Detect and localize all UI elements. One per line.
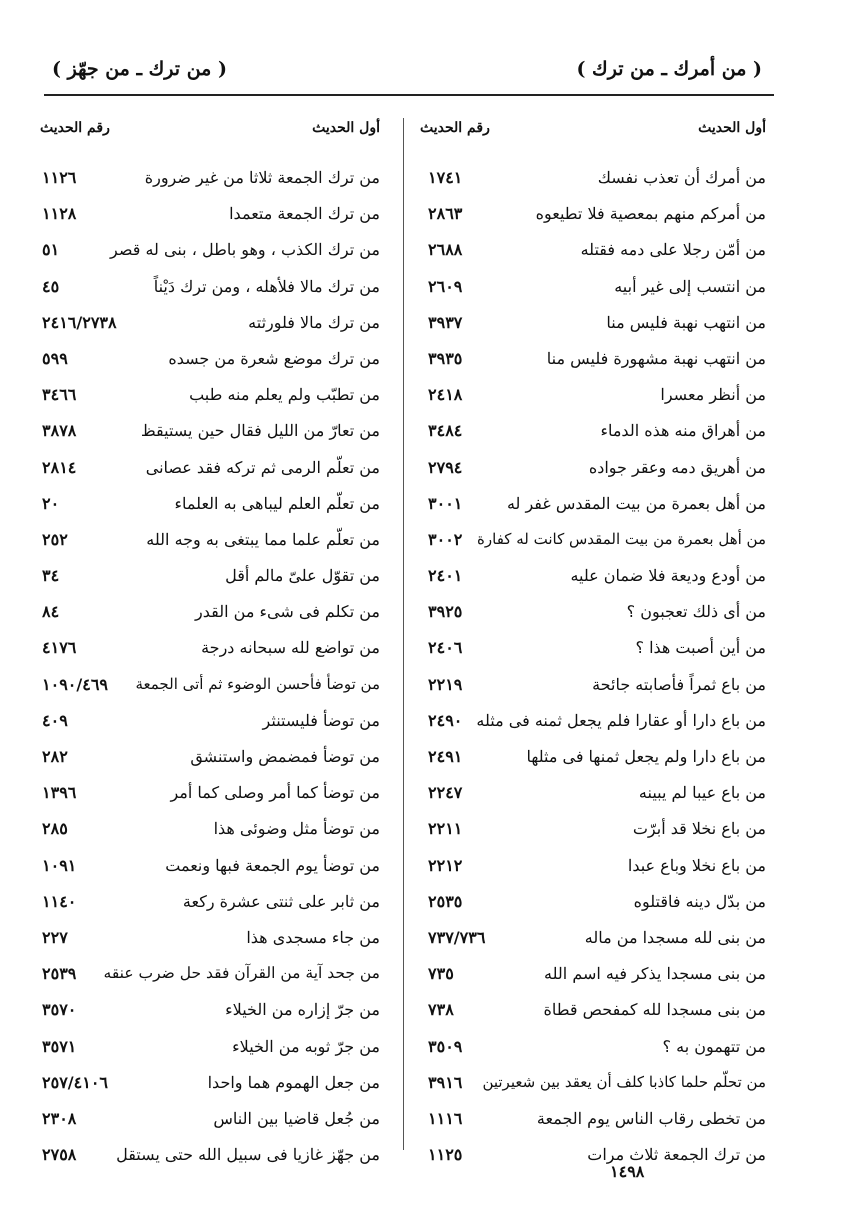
hadith-opening: من تكلم فى شىء من القدر — [195, 602, 380, 622]
index-entry — [40, 632, 380, 668]
hadith-opening: من ترك الجمعة متعمدا — [229, 204, 380, 224]
hadith-number: ٢٧٥٨ — [42, 1145, 77, 1165]
hadith-opening: من انتسب إلى غير أبيه — [614, 276, 766, 296]
hadith-number: ٨٤ — [42, 602, 60, 622]
hadith-opening: من باع عيبا لم يبينه — [638, 783, 766, 803]
index-entry — [40, 488, 380, 524]
left-rows — [40, 162, 380, 1175]
right-header-num: رقم الحديث — [420, 120, 490, 136]
index-entry — [414, 632, 766, 668]
index-entry — [414, 850, 766, 886]
hadith-number: ٢٨٥ — [42, 819, 68, 839]
column-divider — [403, 118, 404, 1150]
index-entry — [414, 813, 766, 849]
hadith-opening: من أى ذلك تعجبون ؟ — [626, 602, 766, 622]
index-entry — [414, 452, 766, 488]
index-entry — [414, 886, 766, 922]
hadith-opening: من تعلّم الرمى ثم تركه فقد عصانى — [145, 457, 380, 477]
right-header-first: أول الحديث — [698, 120, 766, 136]
index-entry — [40, 705, 380, 741]
hadith-number: ٣٩٣٥ — [428, 348, 463, 368]
hadith-number: ٢٤٩٠ — [428, 710, 463, 730]
index-entry — [40, 886, 380, 922]
hadith-number: ٣٥٧١ — [42, 1036, 77, 1056]
hadith-opening: من ثابر على ثنتى عشرة ركعة — [182, 891, 380, 911]
hadith-opening: من بدّل دينه فاقتلوه — [633, 891, 766, 911]
hadith-opening: من ترك موضع شعرة من جسده — [168, 348, 380, 368]
hadith-number: ١١٢٨ — [42, 204, 77, 224]
hadith-opening: من تعلّم علما مما يبتغى به وجه الله — [146, 529, 380, 549]
hadith-opening: من باع دارا أو عقارا فلم يجعل ثمنه فى مثله — [476, 710, 766, 730]
hadith-number: ٢٥٣٩ — [42, 964, 77, 984]
index-entry — [414, 1103, 766, 1139]
index-entry — [414, 415, 766, 451]
index-entry — [40, 1103, 380, 1139]
index-entry — [40, 307, 380, 343]
hadith-opening: من جحد آية من القرآن فقد حل ضرب عنقه — [103, 964, 380, 983]
index-entry — [414, 922, 766, 958]
hadith-number: ٣٩٢٥ — [428, 602, 463, 622]
hadith-opening: من بنى مسجدا يذكر فيه اسم الله — [544, 964, 766, 984]
index-entry — [40, 741, 380, 777]
hadith-number: ١٠٩١ — [42, 855, 77, 875]
index-entry — [414, 162, 766, 198]
hadith-number: ٥١ — [42, 240, 60, 260]
hadith-opening: من تتهمون به ؟ — [662, 1036, 766, 1056]
index-entry — [40, 922, 380, 958]
right-rows — [414, 162, 766, 1175]
hadith-number: ٢٢١١ — [428, 819, 463, 839]
hadith-opening: من توضأ فليستنثر — [262, 710, 380, 730]
hadith-opening: من بنى مسجدا لله كمفحص قطاة — [543, 1000, 766, 1020]
hadith-opening: من تحلّم حلما كاذبا كلف أن يعقد بين شعيرتين — [482, 1072, 766, 1091]
index-entry — [40, 524, 380, 560]
index-entry — [40, 1139, 380, 1175]
hadith-opening: من أهل بعمرة من بيت المقدس غفر له — [506, 493, 766, 513]
hadith-number: ٤٥ — [42, 276, 60, 296]
index-entry — [40, 379, 380, 415]
header-right-title: ( من أمرك ـ من ترك ) — [576, 58, 762, 80]
hadith-opening: من جهّز غازيا فى سبيل الله حتى يستقل — [116, 1145, 380, 1165]
index-entry — [414, 234, 766, 270]
header-rule — [44, 94, 774, 96]
hadith-opening: من تخطى رقاب الناس يوم الجمعة — [536, 1108, 766, 1128]
hadith-opening: من ترك الجمعة ثلاثا من غير ضرورة — [144, 168, 380, 187]
index-entry — [40, 994, 380, 1030]
index-entry — [40, 560, 380, 596]
hadith-opening: من أهل بعمرة من بيت المقدس كانت له كفارة — [477, 529, 766, 548]
hadith-opening: من باع نخلا وباع عبدا — [627, 855, 766, 875]
hadith-opening: من أنظر معسرا — [660, 385, 766, 405]
index-entry — [40, 1067, 380, 1103]
left-column-header — [40, 118, 380, 150]
hadith-opening: من أمرك أن تعذب نفسك — [597, 168, 766, 187]
hadith-number: ٥٩٩ — [42, 348, 68, 368]
index-entry — [414, 1067, 766, 1103]
index-entry — [414, 705, 766, 741]
hadith-number: ١١٤٠ — [42, 891, 77, 911]
hadith-number: ١٣٩٦ — [42, 783, 77, 803]
index-entry — [414, 994, 766, 1030]
index-entry — [40, 669, 380, 705]
index-entry — [414, 560, 766, 596]
hadith-opening: من أمّن رجلا على دمه فقتله — [580, 240, 766, 260]
hadith-number: ٤١٧٦ — [42, 638, 77, 658]
index-entry — [40, 198, 380, 234]
index-entry — [414, 343, 766, 379]
hadith-number: ٢٤٩١ — [428, 747, 463, 766]
hadith-number: ٧٣٥ — [428, 964, 454, 984]
hadith-number: ١١٢٥ — [428, 1145, 463, 1165]
hadith-opening: من جرّ إزاره من الخيلاء — [225, 1000, 380, 1020]
hadith-number: ٣٨٧٨ — [42, 421, 77, 441]
hadith-opening: من أين أصبت هذا ؟ — [635, 638, 766, 658]
hadith-number: ٢٤٠٦ — [428, 638, 463, 658]
hadith-opening: من ترك الجمعة ثلاث مرات — [587, 1145, 766, 1165]
hadith-number: ٣٤ — [42, 566, 60, 586]
hadith-number: ٣٩٣٧ — [428, 312, 463, 332]
index-entry — [414, 198, 766, 234]
index-entry — [414, 524, 766, 560]
hadith-opening: من تواضع لله سبحانه درجة — [201, 638, 380, 658]
index-entry — [40, 162, 380, 198]
index-entry — [414, 958, 766, 994]
index-entry — [40, 850, 380, 886]
hadith-number: ٢٠ — [42, 493, 60, 513]
index-entry — [414, 307, 766, 343]
hadith-number: ٢٧٩٤ — [428, 457, 463, 477]
index-entry — [40, 777, 380, 813]
hadith-opening: من بنى لله مسجدا من ماله — [584, 927, 766, 947]
hadith-number: ٢٢١٩ — [428, 674, 463, 694]
hadith-opening: من أهريق دمه وعقر جواده — [588, 457, 766, 477]
hadith-opening: من باع ثمراً فأصابته جائحة — [592, 674, 766, 694]
hadith-number: ٣٩١٦ — [428, 1072, 463, 1092]
hadith-number: ١١١٦ — [428, 1108, 463, 1128]
hadith-opening: من تقوّل علىّ مالم أقل — [225, 566, 380, 586]
index-entry — [40, 234, 380, 270]
index-entry — [40, 343, 380, 379]
hadith-number: ١١٢٦ — [42, 168, 77, 187]
hadith-opening: من جاء مسجدى هذا — [246, 927, 380, 947]
hadith-number: ٣٥٠٩ — [428, 1036, 463, 1056]
hadith-number: ٢٨٦٣ — [428, 204, 463, 224]
hadith-opening: من أمركم منهم بمعصية فلا تطيعوه — [535, 204, 766, 224]
hadith-opening: من جعل الهموم هما واحدا — [207, 1072, 380, 1092]
right-column — [414, 118, 766, 1175]
index-entry — [414, 488, 766, 524]
hadith-opening: من ترك الكذب ، وهو باطل ، بنى له قصر — [110, 240, 380, 260]
index-entry — [414, 379, 766, 415]
hadith-opening: من انتهب نهبة مشهورة فليس منا — [546, 348, 766, 368]
hadith-opening: من انتهب نهبة فليس منا — [606, 312, 766, 332]
page-number: ١٤٩٨ — [610, 1162, 645, 1181]
hadith-opening: من أودع وديعة فلا ضمان عليه — [570, 566, 766, 586]
hadith-number: ٣٤٦٦ — [42, 385, 77, 405]
hadith-number: ٢٣٠٨ — [42, 1108, 77, 1128]
hadith-opening: من توضأ يوم الجمعة فبها ونعمت — [165, 855, 380, 875]
hadith-number: ٣٥٧٠ — [42, 1000, 77, 1020]
hadith-number: ٢٦٨٨ — [428, 240, 463, 260]
hadith-number: ٣٤٨٤ — [428, 421, 463, 441]
index-entry — [414, 777, 766, 813]
hadith-number: ٢٥٣٥ — [428, 891, 463, 911]
index-entry — [40, 813, 380, 849]
index-entry — [414, 271, 766, 307]
hadith-opening: من جُعل قاضيا بين الناس — [213, 1108, 380, 1128]
hadith-number: ٢٦٠٩ — [428, 276, 463, 296]
hadith-opening: من توضأ فمضمض واستنشق — [190, 747, 380, 766]
hadith-opening: من توضأ مثل وضوئى هذا — [213, 819, 380, 839]
hadith-number: ٢٤١٨ — [428, 385, 463, 405]
hadith-number: ٢٤١٦/٢٧٣٨ — [42, 312, 117, 332]
hadith-opening: من جرّ ثوبه من الخيلاء — [232, 1036, 380, 1056]
hadith-opening: من ترك مالا فلورثته — [248, 312, 380, 332]
index-entry — [414, 669, 766, 705]
index-entry — [414, 596, 766, 632]
hadith-number: ٣٠٠٢ — [428, 529, 463, 549]
hadith-number: ٧٣٧/٧٣٦ — [428, 927, 486, 947]
index-entry — [414, 1031, 766, 1067]
right-column-header — [414, 118, 766, 150]
hadith-number: ٤٠٩ — [42, 710, 68, 730]
hadith-opening: من تعارّ من الليل فقال حين يستيقظ — [140, 421, 380, 441]
hadith-number: ٢٥٧/٤١٠٦ — [42, 1072, 108, 1092]
hadith-number: ٢٥٢ — [42, 529, 68, 549]
left-header-first: أول الحديث — [312, 120, 380, 136]
hadith-opening: من باع نخلا قد أبرّت — [632, 819, 766, 839]
left-header-num: رقم الحديث — [40, 120, 110, 136]
hadith-number: ٢٨١٤ — [42, 457, 77, 477]
index-entry — [40, 596, 380, 632]
hadith-number: ٢٢١٢ — [428, 855, 463, 875]
index-entry — [40, 271, 380, 307]
hadith-opening: من تعلّم العلم ليباهى به العلماء — [174, 493, 380, 513]
index-entry — [40, 958, 380, 994]
index-entry — [40, 415, 380, 451]
hadith-number: ٢٢٧ — [42, 927, 68, 947]
index-entry — [414, 741, 766, 777]
hadith-number: ٢٤٠١ — [428, 566, 463, 586]
index-entry — [40, 1031, 380, 1067]
hadith-opening: من ترك مالا فلأهله ، ومن ترك دَيْناً — [153, 276, 380, 296]
hadith-opening: من توضأ فأحسن الوضوء ثم أتى الجمعة — [135, 674, 380, 693]
header-left-title: ( من ترك ـ من جهّز ) — [52, 58, 227, 80]
hadith-opening: من باع دارا ولم يجعل ثمنها فى مثلها — [526, 747, 766, 766]
hadith-number: ٢٨٢ — [42, 747, 68, 766]
index-entry — [40, 452, 380, 488]
hadith-opening: من توضأ كما أمر وصلى كما أمر — [170, 783, 380, 803]
hadith-opening: من تطبّب ولم يعلم منه طبب — [189, 385, 380, 405]
hadith-number: ٢٢٤٧ — [428, 783, 463, 803]
hadith-number: ١٠٩٠/٤٦٩ — [42, 674, 108, 694]
hadith-opening: من أهراق منه هذه الدماء — [600, 421, 766, 441]
hadith-number: ٣٠٠١ — [428, 493, 463, 513]
index-entry — [414, 1139, 766, 1175]
left-column — [40, 118, 380, 1175]
hadith-number: ٧٣٨ — [428, 1000, 454, 1020]
hadith-number: ١٧٤١ — [428, 168, 463, 187]
